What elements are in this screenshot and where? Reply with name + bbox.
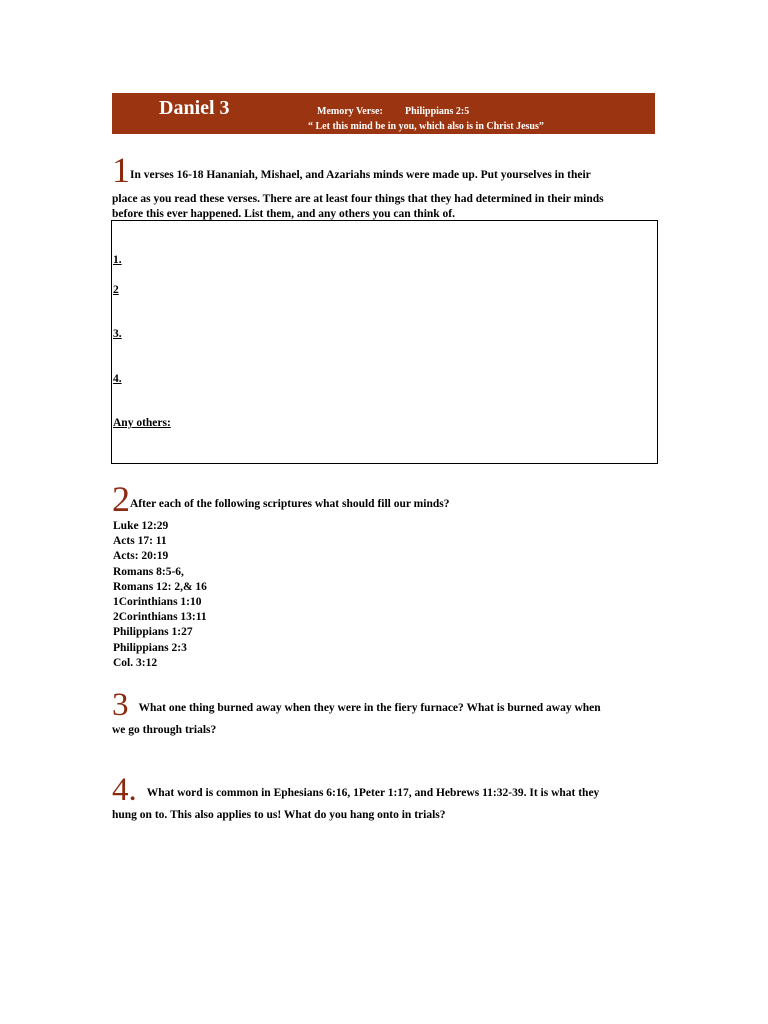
scripture-ref: Acts: 20:19 [113, 550, 169, 563]
answer-box[interactable] [111, 220, 658, 464]
scripture-ref: Philippians 2:3 [113, 641, 187, 654]
scripture-ref: Romans 12: 2,& 16 [113, 580, 207, 593]
answer-item-2: 2 [113, 284, 119, 296]
question-3-text-line-2: we go through trials? [112, 724, 217, 736]
answer-item-1: 1. [113, 254, 122, 266]
question-1-number: 1 [112, 150, 130, 190]
question-2-number: 2 [112, 479, 130, 519]
question-1-text-line-3: before this ever happened. List them, and any others you can think of. [112, 208, 456, 220]
scripture-ref: Philippians 1:27 [113, 626, 193, 639]
question-3-text-line-1: What one thing burned away when they were in the fiery furnace? What is burned away when [138, 702, 601, 714]
answer-item-3: 3. [113, 328, 122, 340]
question-4-text-line-1: What word is common in Ephesians 6:16, 1Peter 1:17, and Hebrews 11:32-39. It is what they [146, 787, 600, 799]
scripture-ref: Col. 3:12 [113, 656, 158, 669]
scripture-ref: Romans 8:5-6, [113, 565, 184, 578]
memory-verse-text: “ Let this mind be in you, which also is in Christ Jesus” [308, 121, 544, 132]
question-2 [112, 481, 449, 517]
question-3-number: 3 [112, 687, 129, 723]
question-3-line-1 [112, 688, 601, 722]
memory-verse-reference: Philippians 2:5 [405, 106, 470, 117]
scripture-list [113, 519, 207, 671]
scripture-ref: Acts 17: 11 [113, 535, 167, 548]
question-2-text: After each of the following scriptures what should fill our minds? [130, 498, 450, 510]
question-1-line-1 [112, 152, 604, 188]
question-3 [112, 688, 601, 739]
answer-item-4: 4. [113, 373, 122, 385]
scripture-ref: 2Corinthians 13:11 [113, 611, 207, 624]
memory-verse-label: Memory Verse: [317, 106, 383, 117]
question-4 [112, 773, 599, 824]
scripture-ref: Luke 12:29 [113, 520, 169, 532]
question-4-number: 4. [112, 772, 137, 808]
page-title: Daniel 3 [159, 97, 230, 119]
question-4-line-1 [112, 773, 599, 807]
question-1 [112, 152, 604, 223]
question-1-text-line-2: place as you read these verses. There are at least four things that they had determined in their minds [112, 193, 604, 205]
header-banner [112, 93, 655, 134]
scripture-ref: 1Corinthians 1:10 [113, 596, 202, 609]
answer-item-others: Any others: [113, 417, 171, 429]
question-4-text-line-2: hung on to. This also applies to us! What do you hang onto in trials? [112, 809, 446, 821]
question-1-text-line-1: In verses 16-18 Hananiah, Mishael, and Azariahs minds were made up. Put yourselves in their [130, 169, 591, 181]
